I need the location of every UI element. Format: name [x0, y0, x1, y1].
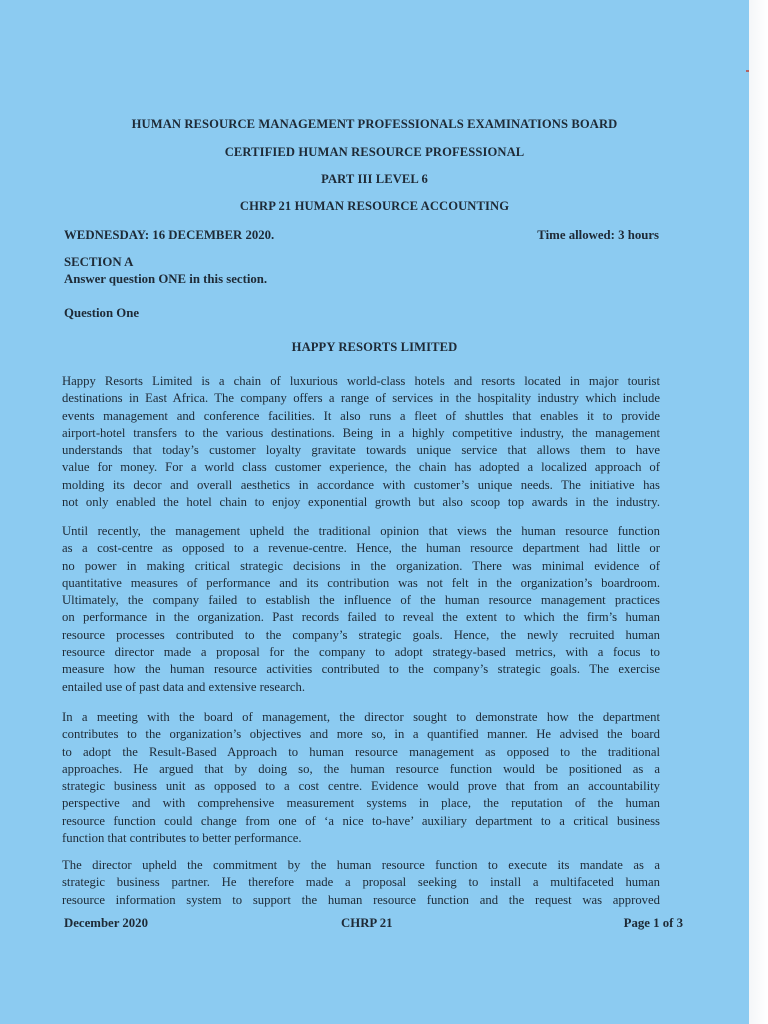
- text-line: destinations in East Africa. The company offers a range of services in the hospitality industry which include: [62, 391, 660, 406]
- text-line: contributes to the organization’s objectives and more so, in a quantified manner. He advised the board: [62, 727, 660, 742]
- text-line: not only enabled the hotel chain to enjoy exponential growth but also scoop top awards in the industry.: [62, 495, 660, 510]
- section-title: SECTION A: [64, 255, 134, 269]
- case-title: HAPPY RESORTS LIMITED: [291, 340, 458, 354]
- text-line: resource function could change from one of ‘a nice to-have’ auxiliary department to a critical business: [62, 813, 660, 828]
- text-line: function that contributes to better performance.: [62, 831, 302, 846]
- scan-speck: [746, 70, 749, 72]
- text-line: resource processes contributed to the company’s strategic goals. Hence, the newly recruited human: [62, 627, 660, 642]
- text-line: measure how the human resource activities contributed to the company’s strategic goals. The exercise: [62, 662, 660, 677]
- time-allowed: Time allowed: 3 hours: [537, 228, 659, 242]
- text-line: molding its decor and overall aesthetics in accordance with customer’s unique needs. The initiative has: [62, 477, 660, 492]
- text-line: strategic business partner. He therefore made a proposal seeking to install a multifaceted human: [62, 875, 660, 890]
- text-line: approaches. He argued that by doing so, the human resource function would be positioned as a: [62, 761, 660, 776]
- part-level: PART III LEVEL 6: [321, 172, 428, 186]
- text-line: Happy Resorts Limited is a chain of luxurious world-class hotels and resorts located in major tourist: [62, 374, 660, 388]
- paragraph-3: [62, 709, 660, 847]
- section-instruction: Answer question ONE in this section.: [64, 272, 268, 286]
- text-line: resource information system to support the human resource function and the request was approved: [62, 892, 660, 907]
- text-line: as a cost-centre as opposed to a revenue-centre. Hence, the human resource department had little or: [62, 541, 660, 556]
- page-edge: [749, 0, 768, 1024]
- course-title: CHRP 21 HUMAN RESOURCE ACCOUNTING: [239, 199, 510, 213]
- certification-title: CERTIFIED HUMAN RESOURCE PROFESSIONAL: [224, 145, 525, 159]
- text-line: Ultimately, the company failed to establish the influence of the human resource management practices: [62, 593, 660, 608]
- text-line: on performance in the organization. Past records failed to reveal the extent to which the firm’s human: [62, 610, 660, 625]
- text-line: Until recently, the management upheld the traditional opinion that views the human resource function: [62, 524, 660, 538]
- board-title: HUMAN RESOURCE MANAGEMENT PROFESSIONALS EXAMINATIONS BOARD: [131, 117, 618, 131]
- text-line: events management and conference facilities. It also runs a fleet of shuttles that enables it to provide: [62, 408, 660, 423]
- text-line: The director upheld the commitment by the human resource function to execute its mandate as a: [62, 858, 660, 872]
- text-line: understands that today’s customer loyalty gravitate towards unique service that allows them to have: [62, 443, 660, 458]
- footer-date: December 2020: [64, 916, 148, 930]
- paragraph-2: [62, 523, 660, 696]
- paragraph-4: [62, 857, 660, 909]
- footer-page-number: Page 1 of 3: [623, 916, 683, 930]
- question-label: Question One: [64, 306, 140, 320]
- footer-course-code: CHRP 21: [341, 916, 393, 930]
- paragraph-1: [62, 373, 660, 511]
- text-line: to adopt the Result-Based Approach to human resource management as opposed to the traditional: [62, 744, 660, 759]
- text-line: entailed use of past data and extensive research.: [62, 679, 306, 694]
- text-line: strategic business unit as opposed to a cost centre. Evidence would prove that from an accountability: [62, 779, 660, 794]
- text-line: airport-hotel transfers to the various destinations. Being in a highly competitive industry, the management: [62, 425, 660, 440]
- text-line: value for money. For a world class customer experience, the chain has adopted a localized approach of: [62, 460, 660, 475]
- text-line: perspective and with comprehensive measurement systems in place, the reputation of the human: [62, 796, 660, 811]
- text-line: In a meeting with the board of management, the director sought to demonstrate how the department: [62, 710, 660, 724]
- text-line: quantitative measures of performance and its contribution was not felt in the organization’s boardroom.: [62, 575, 660, 590]
- text-line: no power in making critical strategic decisions in the organization. There was minimal evidence of: [62, 558, 660, 573]
- exam-date: WEDNESDAY: 16 DECEMBER 2020.: [64, 228, 275, 242]
- text-line: resource director made a proposal for the company to adopt strategy-based metrics, with a focus to: [62, 645, 660, 660]
